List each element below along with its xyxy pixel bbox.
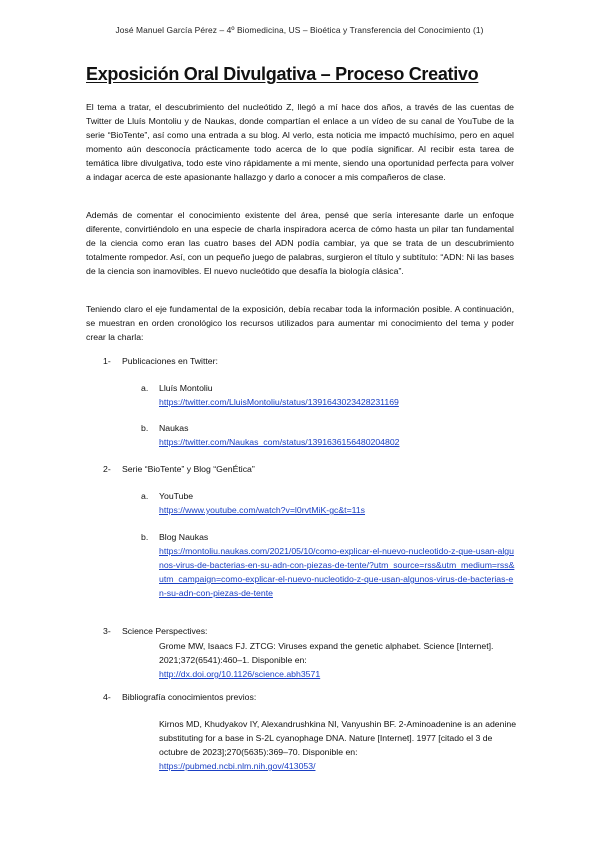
twitter-montoliu-link[interactable]: https://twitter.com/LluisMontoliu/status/1391643023428231169	[159, 397, 399, 407]
section-bibliography	[103, 692, 256, 702]
reference-nature	[159, 717, 519, 773]
reference-text: Kirnos MD, Khudyakov IY, Alexandrushkina NI, Vanyushin BF. 2-Aminoadenine is an adenine substituting for a base in S-2L cyanophage DNA. Nature [Internet]. 1977 [citado el 3 de octubre de 2023];270(5635):369–70. Disponible en:	[159, 719, 517, 757]
pubmed-link[interactable]: https://pubmed.ncbi.nlm.nih.gov/413053/	[159, 761, 316, 771]
section-twitter	[103, 356, 218, 366]
paragraph-intro: El tema a tratar, el descubrimiento del nucleótido Z, llegó a mí hace dos años, a través de las cuentas de Twitter de Lluís Montoliu y de Naukas, donde compartían el enlace a un vídeo de su canal de YouTube de la serie “BioTente”, así como una entrada a su blog. Al verlo, esta noticia me impactó muchísimo, pero en aquel momento aún desconocía prácticamente todo acerca de lo que podía significar. Al recibir esta tarea de temática libre divulgativa, todo este vino rápidamente a mi mente, siendo una oportunidad perfecta para volver a indagar acerca de este apasionante hallazgo y darlo a conocer a mis compañeros de clase.	[86, 102, 514, 182]
item-name: Naukas	[159, 423, 189, 433]
youtube-link[interactable]: https://www.youtube.com/watch?v=l0rvtMiK-gc&t=11s	[159, 505, 366, 515]
section-number: 1-	[103, 356, 111, 366]
section-label: Publicaciones en Twitter:	[122, 356, 218, 366]
item-letter: b.	[141, 532, 149, 542]
item-name: Blog Naukas	[159, 532, 209, 542]
section-label: Bibliografía conocimientos previos:	[122, 692, 257, 702]
paragraph-resources: Teniendo claro el eje fundamental de la exposición, debía recabar toda la información posible. A continuación, se muestran en orden cronológico los recursos utilizados para aumentar mi conocimiento del tema y poder crear la charla:	[86, 304, 514, 342]
section-biotente	[103, 464, 255, 474]
item-name: YouTube	[159, 491, 194, 501]
paragraph-approach: Además de comentar el conocimiento existente del área, pensé que sería interesante darle un enfoque diferente, convirtiéndolo en una especie de charla inspiradora acerca de cómo hasta un pilar tan fundamental de la ciencia como eran las cuatro bases del ADN podía cambiar, ya que se trata de un descubrimiento totalmente rompedor. Así, con un pequeño juego de palabras, surgieron el título y subtítulo: “ADN: Ni las bases de la ciencia son inamovibles. El nuevo nucleótido que desafía la biología clásica”.	[86, 210, 514, 276]
item-name: Lluís Montoliu	[159, 383, 213, 393]
reference-text: Grome MW, Isaacs FJ. ZTCG: Viruses expand the genetic alphabet. Science [Internet]. 2021;372(6541):460–1. Disponible en:	[159, 641, 494, 665]
document-title: Exposición Oral Divulgativa – Proceso Creativo	[86, 64, 479, 84]
doi-link[interactable]: http://dx.doi.org/10.1126/science.abh3571	[159, 669, 321, 679]
section-number: 3-	[103, 626, 111, 636]
section-label: Science Perspectives:	[122, 626, 208, 636]
list-item	[141, 489, 515, 517]
item-letter: a.	[141, 491, 149, 501]
item-letter: b.	[141, 423, 149, 433]
section-number: 4-	[103, 692, 111, 702]
item-letter: a.	[141, 383, 149, 393]
list-item	[141, 381, 515, 409]
list-item	[141, 530, 515, 600]
twitter-naukas-link[interactable]: https://twitter.com/Naukas_com/status/1391636156480204802	[159, 437, 400, 447]
page-header: José Manuel García Pérez – 4º Biomedicina, US – Bioética y Transferencia del Conocimiento (1)	[115, 25, 484, 35]
section-number: 2-	[103, 464, 111, 474]
section-label: Serie “BioTente” y Blog “GenÉtica”	[122, 464, 255, 474]
list-item	[141, 421, 515, 449]
reference-science	[159, 639, 519, 681]
section-science	[103, 626, 207, 636]
blog-naukas-link[interactable]: https://montoliu.naukas.com/2021/05/10/como-explicar-el-nuevo-nucleotido-z-que-usan-algunos-virus-de-bacterias-en-su-adn-con-piezas-de-tente/?utm_source=rss&utm_medium=rss&utm_campaign=como-explicar-el-nuevo-nucleotido-z-que-usan-algunos-virus-de-bacterias-en-su-adn-con-piezas-de-tente	[159, 546, 515, 598]
